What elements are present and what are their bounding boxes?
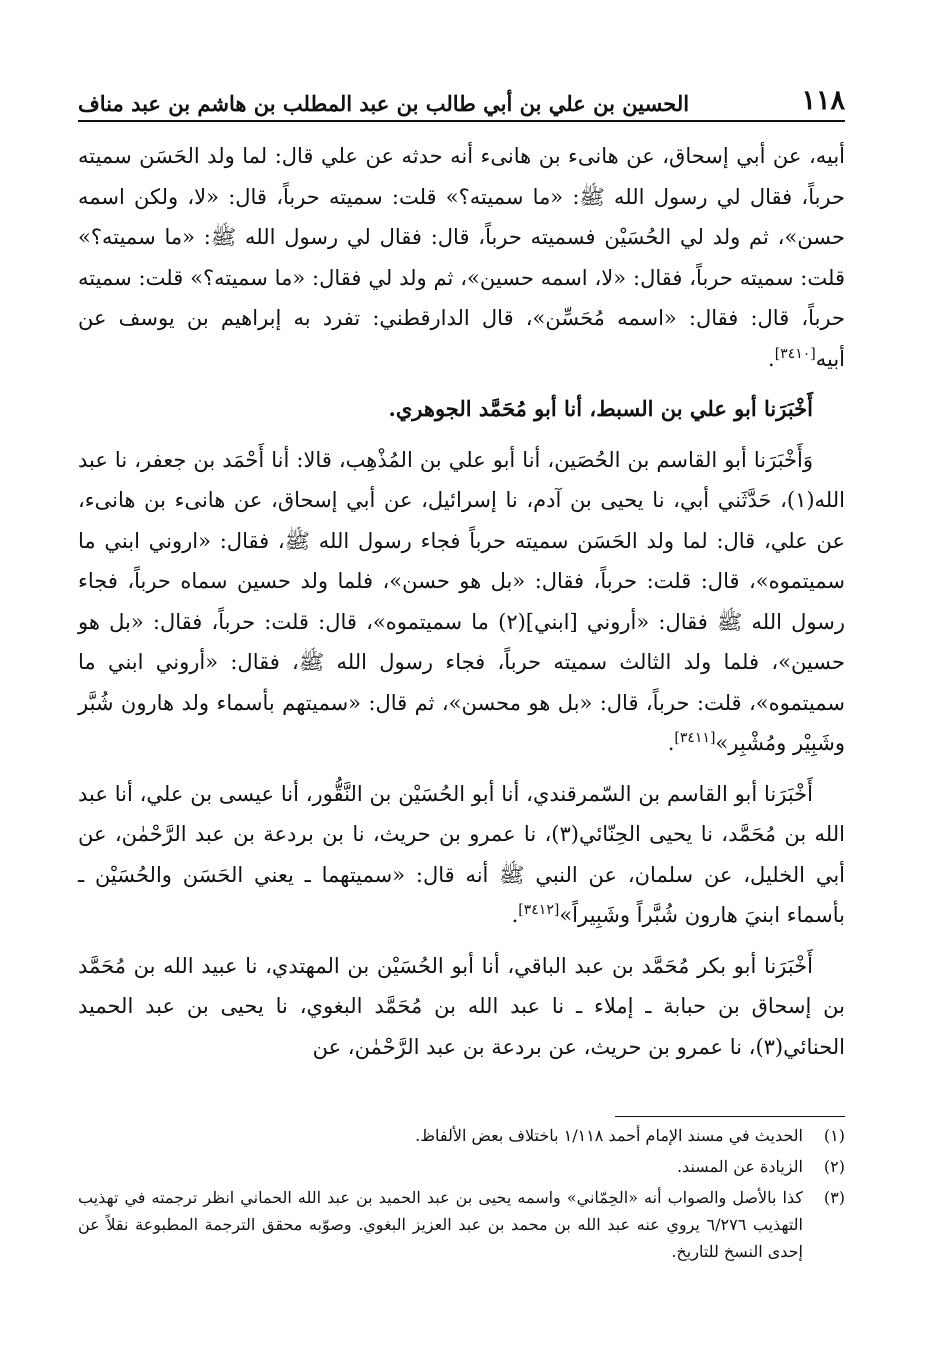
page-header: [78, 74, 845, 122]
paragraph-text: أبيه، عن أبي إسحاق، عن هانىء بن هانىء أنه حدثه عن علي قال: لما ولد الحَسَن سميته حرباً، فقال لي رسول الله ﷺ: «ما سميته؟» قلت: سميته حرباً، قال: «لا، ولكن اسمه حسن»، ثم ولد لي الحُسَيْن فسميته حرباً، قال: فقال لي رسول الله ﷺ: «ما سميته؟» قلت: سميته حرباً، فقال: «لا، اسمه حسين»، ثم ولد لي فقال: «ما سميته؟» قلت: سميته حرباً، قال: فقال: «اسمه مُحَسِّن»، قال الدارقطني: تفرد به إبراهيم بن يوسف عن أبيه: [78, 144, 845, 371]
paragraph-4: [78, 774, 845, 936]
footnote-divider: [615, 1116, 845, 1117]
hadith-number: [٣٤١١]: [674, 730, 716, 746]
footnote-number: (٣): [823, 1188, 845, 1207]
footnote-text: الزيادة عن المسند.: [676, 1157, 803, 1176]
paragraph-text: وَأَخْبَرَنا أبو القاسم بن الحُصَين، أنا أبو علي بن المُذْهِب، قالا: أنا أَحْمَد بن جعفر، نا عبد الله(١)، حَدَّثَني أبي، نا يحيى بن آدم، نا إسرائيل، عن أبي إسحاق، عن هانىء بن هانىء، عن علي، قال: لما ولد الحَسَن سميته حرباً فجاء رسول الله ﷺ، فقال: «اروني ابني ما سميتموه»، قال: قلت: حرباً، فقال: «بل هو حسن»، فلما ولد حسين سماه حرباً، فجاء رسول الله ﷺ فقال: «أروني [ابني](٢) ما سميتموه»، قال: قلت: حرباً، فقال: «بل هو حسين»، فلما ولد الثالث سميته حرباً، فجاء رسول الله ﷺ، فقال: «أروني ابني ما سميتموه»، قلت: حرباً، قال: «بل هو محسن»، ثم قال: «سميتهم بأسماء ولد هارون شُبَّر وشَبِيْر ومُشْبِر»: [78, 447, 845, 755]
paragraph-1: [78, 136, 845, 379]
footnote-number: (١): [823, 1126, 845, 1145]
paragraph-text: أَخْبَرَنا أبو القاسم بن السّمرقندي، أنا أبو الحُسَيْن بن النَّقُّور، أنا عيسى بن علي، أنا عبد الله بن مُحَمَّد، نا يحيى الحِنّائي(٣)، نا عمرو بن حريث، نا بن بردعة بن عبد الرَّحْمٰن، عن أبي الخليل، عن سلمان، عن النبي ﷺ أنه قال: «سميتهما ـ يعني الحَسَن والحُسَيْن ـ بأسماء ابنيَ هارون شُبَّراً وشَبِيراً»: [78, 781, 845, 927]
running-title: الحسين بن علي بن أبي طالب بن عبد المطلب بن هاشم بن عبد مناف: [78, 91, 690, 116]
paragraph-text: أَخْبَرَنا أبو بكر مُحَمَّد بن عبد الباقي، أنا أبو الحُسَيْن بن المهتدي، نا عبيد الله بن مُحَمَّد بن إسحاق بن حبابة ـ إملاء ـ نا عبد الله بن مُحَمَّد البغوي، نا يحيى بن عبد الحميد الحنائي(٣)، نا عمرو بن حريث، عن بردعة بن عبد الرَّحْمٰن، عن: [78, 953, 845, 1059]
paragraph-5: [78, 946, 845, 1068]
main-text: [78, 136, 845, 1077]
hadith-number: [٣٤١٢]: [518, 902, 560, 918]
paragraph-3: [78, 440, 845, 764]
footnote-item: [78, 1122, 845, 1149]
paragraph-tail: .: [768, 346, 775, 371]
footnote-item: [78, 1184, 845, 1265]
footnote-number: (٢): [823, 1157, 845, 1176]
hadith-number: [٣٤١٠]: [774, 345, 816, 362]
footnote-text: الحديث في مسند الإمام أحمد ١/١١٨ باختلاف بعض الألفاظ.: [415, 1126, 803, 1145]
paragraph-tail: .: [511, 903, 519, 927]
footnote-item: [78, 1153, 845, 1180]
page-number: ١١٨: [801, 85, 845, 116]
paragraph-tail: .: [667, 731, 675, 755]
paragraph-text: أَخْبَرَنا أبو علي بن السبط، أنا أبو مُحَمَّد الجوهري.: [388, 396, 813, 421]
footnote-text: كذا بالأصل والصواب أنه «الحِمّاني» واسمه يحيى بن عبد الحميد بن عبد الله الحماني انظر ترجمته في تهذيب التهذيب ٦/٢٧٦ يروي عنه عبد الله بن محمد بن عبد العزيز البغوي. وصوّبه محقق الترجمة المطبوعة نقلاً عن إحدى النسخ للتاريخ.: [78, 1188, 804, 1261]
footnotes: [78, 1122, 845, 1269]
paragraph-2: [78, 389, 845, 430]
